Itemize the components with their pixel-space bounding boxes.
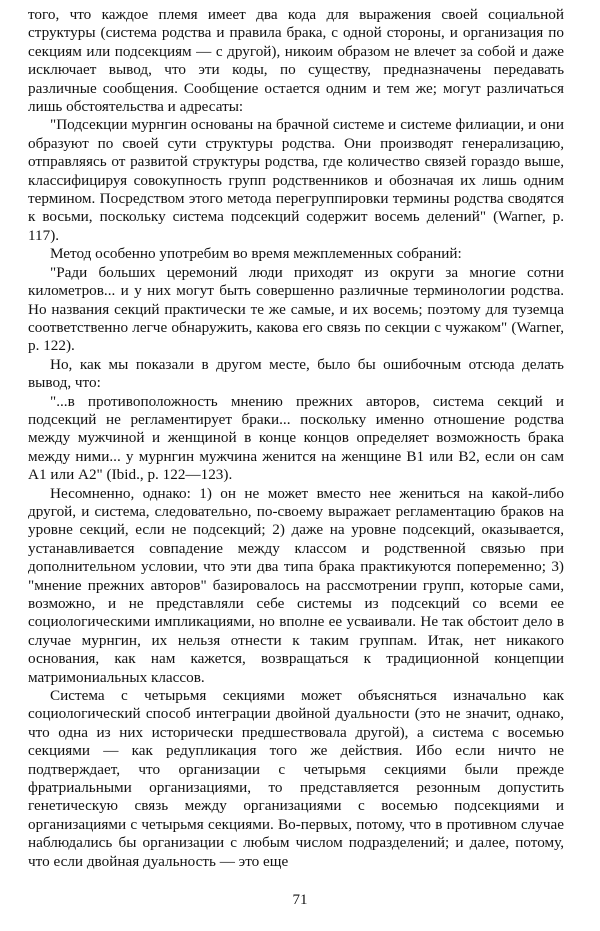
quote-ibid-122-123: "...в противоположность мнению прежних авторов, система секций и подсекций не регламентирует браки... поскольку именно отношение родства между мужчиной и женщиной в конце концов определяет возможность брака между ними... у мурнгин мужчина женится на женщине В1 или В2, если он сам А1 или А2" (Ibid., p. 122—123). [28,392,564,484]
text-page [28,6,564,871]
quote-warner-122: "Ради больших церемоний люди приходят из округи за многие сотни километров... и у них могут быть совершенно различные терминологии родства. Но названия секций практически те же самые, и их восемь; поэтому для туземца соответственно легче обнаружить, какова его связь по секции с чужаком" (Warner, p. 122). [28,263,564,355]
quote-warner-117: "Подсекции мурнгин основаны на брачной системе и системе филиации, и они образуют по своей сути структуры родства. Они производят генерализацию, отправляясь от развитой структуры родства, где количество связей гораздо выше, классифицируя совокупность групп родственников и обозначая их лишь одним термином. Посредством этого метода перегруппировки термины родства сводятся к восьми, поскольку система подсекций содержит восемь делений" (Warner, p. 117). [28,116,564,244]
paragraph-conclusion-intro: Но, как мы показали в другом месте, было бы ошибочным отсюда делать вывод, что: [28,355,564,392]
paragraph-four-sections: Система с четырьмя секциями может объясняться изначально как социологический способ интеграции двойной дуальности (это не значит, однако, что одна из них исторически предшествовала другой), а система с восемью секциями — как редупликация того же действия. Ибо если ничто не подтверждает, что организации с четырьмя секциями были прежде фратриальными организациями, то представляется резонным допустить генетическую связь между организациями с восемью подсекциями и организациями с четырьмя секциями. Во-первых, потому, что в противном случае наблюдались бы организации с любым числом подразделений; и далее, потому, что если двойная дуальность — это еще [28,687,564,870]
paragraph-method: Метод особенно употребим во время межплеменных собраний: [50,245,462,263]
page-number: 71 [292,892,308,908]
paragraph-undoubtedly: Несомненно, однако: 1) он не может вместо нее жениться на какой-либо другой, и система, следовательно, по-своему выражает регламентацию браков на уровне секций, если не подсекций; 2) даже на уровне подсекций, оказывается, устанавливается совпадение между классом и родственной связью при дополнительном условии, что эти два типа брака практикуются попеременно; 3) "мнение прежних авторов" базировалось на рассмотрении групп, которые сами, возможно, и не представляли себе системы из подсекций со всеми ее социологическими импликациями, но вполне ее усваивали. Не так обстоит дело в случае мурнгин, их нельзя отнести к таким группам. Итак, нет никакого основания, как нам кажется, возвращаться к традиционной концепции матримониальных классов. [28,484,564,686]
paragraph-1: того, что каждое племя имеет два кода для выражения своей социальной структуры (система родства и правила брака, с одной стороны, и организация по секциям или подсекциям — с другой), никоим образом не влечет за собой и даже исключает вывод, что эти коды, по существу, предназначены передавать различные сообщения. Сообщение остается одним и тем же; могут различаться лишь обстоятельства и адресаты: [28,6,564,116]
